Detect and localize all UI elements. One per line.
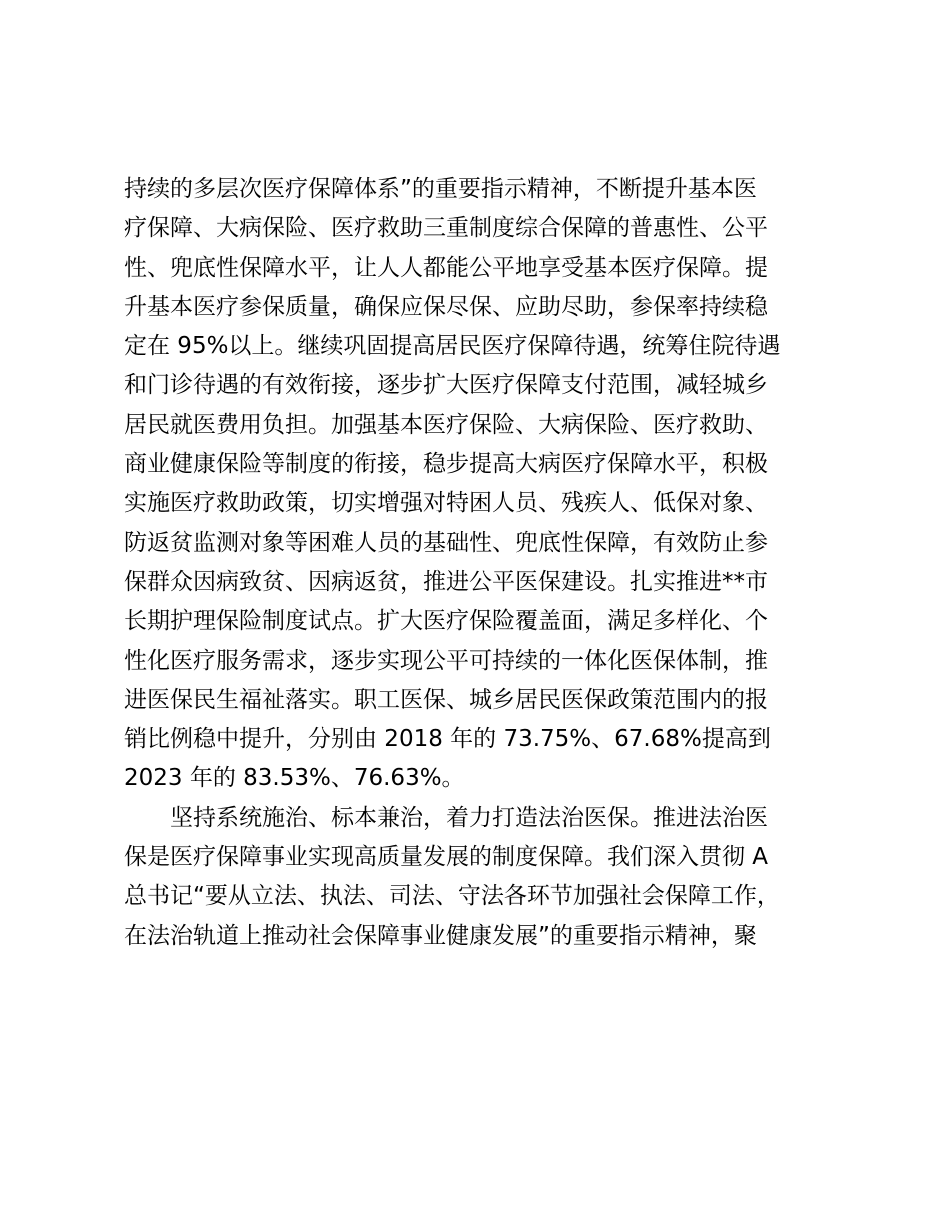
text-line: 性、兜底性保障水平，让人人都能公平地享受基本医疗保障。提 xyxy=(124,254,768,281)
text-line: 进医保民生福祉落实。职工医保、城乡居民医保政策范围内的报 xyxy=(124,686,768,713)
text-line: 持续的多层次医疗保障体系”的重要指示精神，不断提升基本医 xyxy=(124,176,757,202)
text-line: 长期护理保险制度试点。扩大医疗保险覆盖面，满足多样化、个 xyxy=(124,608,768,635)
text-line: 保群众因病致贫、因病返贫，推进公平医保建设。扎实推进**市 xyxy=(124,568,768,595)
text-line: 销比例稳中提升，分别由 2018 年的 73.75%、67.68%提高到 xyxy=(124,726,771,753)
text-line: 疗保障、大病保险、医疗救助三重制度综合保障的普惠性、公平 xyxy=(124,215,768,242)
paragraph-2 xyxy=(124,799,844,956)
text-line: 定在 95%以上。继续巩固提高居民医疗保障待遇，统筹住院待遇 xyxy=(124,333,781,360)
text-line: 总书记“要从立法、执法、司法、守法各环节加强社会保障工作， xyxy=(124,883,780,910)
text-line-indented: 坚持系统施治、标本兼治，着力打造法治医保。推进法治医 xyxy=(170,804,768,831)
text-line: 性化医疗服务需求，逐步实现公平可持续的一体化医保体制，推 xyxy=(124,647,768,674)
text-line: 防返贫监测对象等困难人员的基础性、兜底性保障，有效防止参 xyxy=(124,529,768,556)
text-line: 居民就医费用负担。加强基本医疗保险、大病保险、医疗救助、 xyxy=(124,411,768,438)
text-line: 实施医疗救助政策，切实增强对特困人员、残疾人、低保对象、 xyxy=(124,490,768,517)
text-line: 在法治轨道上推动社会保障事业健康发展”的重要指示精神，聚 xyxy=(124,922,757,949)
text-line: 和门诊待遇的有效衔接，逐步扩大医疗保障支付范围，减轻城乡 xyxy=(124,372,768,399)
text-line: 2023 年的 83.53%、76.63%。 xyxy=(124,765,465,792)
text-line: 商业健康保险等制度的衔接，稳步提高大病医疗保障水平，积极 xyxy=(124,451,768,478)
paragraph-1 xyxy=(124,170,844,799)
body-text xyxy=(124,170,844,956)
text-line: 升基本医疗参保质量，确保应保尽保、应助尽助，参保率持续稳 xyxy=(124,293,768,320)
text-line: 保是医疗保障事业实现高质量发展的制度保障。我们深入贯彻 A xyxy=(124,844,769,871)
